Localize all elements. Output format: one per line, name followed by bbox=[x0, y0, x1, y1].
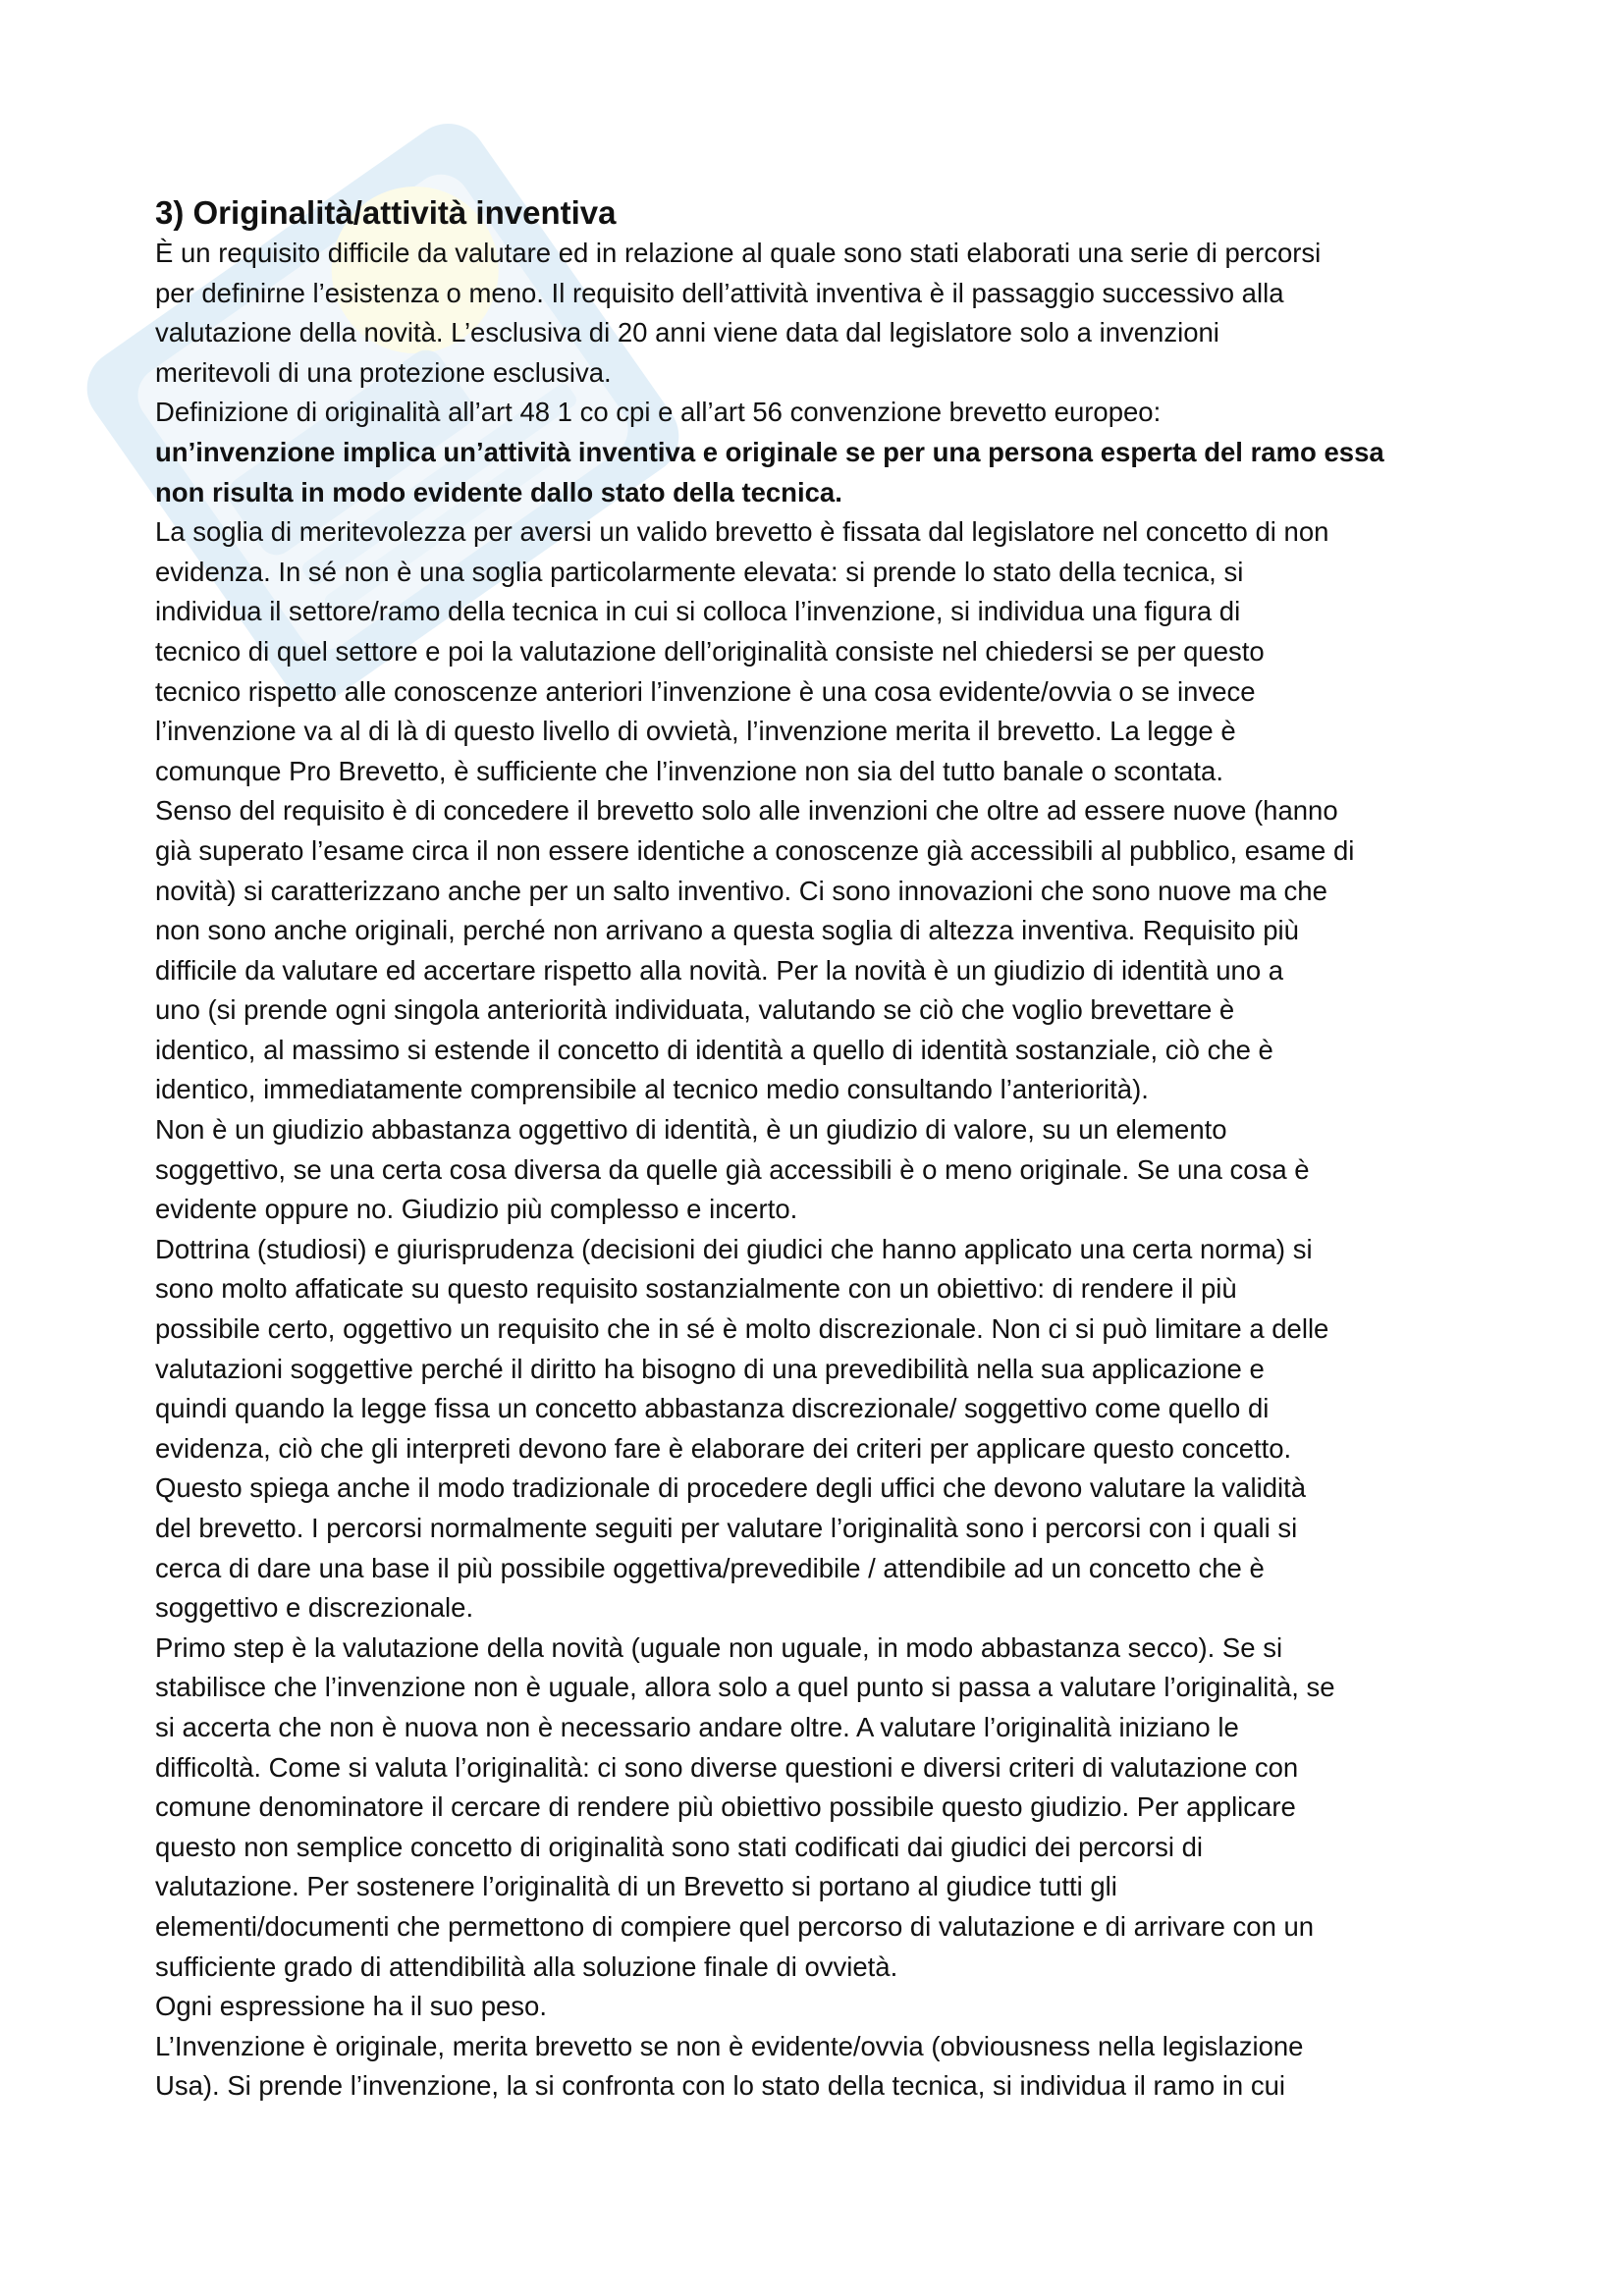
text-line: stabilisce che l’invenzione non è uguale, allora solo a quel punto si passa a valutare l’originalità, se bbox=[155, 1672, 1335, 1703]
text-line: Usa). Si prende l’invenzione, la si confronta con lo stato della tecnica, si individua il ramo in cui bbox=[155, 2070, 1286, 2102]
definition-bold-line: non risulta in modo evidente dallo stato della tecnica. bbox=[155, 476, 842, 507]
text-line: quindi quando la legge fissa un concetto abbastanza discrezionale/ soggettivo come quello di bbox=[155, 1393, 1270, 1424]
text-line: evidente oppure no. Giudizio più complesso e incerto. bbox=[155, 1194, 798, 1225]
text-line: valutazioni soggettive perché il diritto ha bisogno di una prevedibilità nella sua applicazione e bbox=[155, 1353, 1265, 1384]
body-text bbox=[155, 234, 1471, 2107]
text-line: Primo step è la valutazione della novità (uguale non uguale, in modo abbastanza secco). Se si bbox=[155, 1631, 1283, 1663]
text-line: Ogni espressione ha il suo peso. bbox=[155, 1991, 547, 2022]
text-line: individua il settore/ramo della tecnica in cui si colloca l’invenzione, si individua una figura di bbox=[155, 596, 1241, 627]
text-line: l’invenzione va al di là di questo livello di ovvietà, l’invenzione merita il brevetto. La legge è bbox=[155, 716, 1236, 747]
text-line: sufficiente grado di attendibilità alla soluzione finale di ovvietà. bbox=[155, 1950, 898, 1982]
text-line: questo non semplice concetto di originalità sono stati codificati dai giudici dei percorsi di bbox=[155, 1831, 1203, 1862]
text-line: Dottrina (studiosi) e giurisprudenza (decisioni dei giudici che hanno applicato una certa norma) si bbox=[155, 1233, 1313, 1264]
text-line: valutazione. Per sostenere l’originalità di un Brevetto si portano al giudice tutti gli bbox=[155, 1871, 1117, 1902]
text-line: già superato l’esame circa il non essere identiche a conoscenze già accessibili al pubblico, esame di bbox=[155, 834, 1355, 866]
text-line: per definirne l’esistenza o meno. Il requisito dell’attività inventiva è il passaggio successivo alla bbox=[155, 277, 1284, 308]
text-line: elementi/documenti che permettono di compiere quel percorso di valutazione e di arrivare con un bbox=[155, 1910, 1315, 1942]
text-line: tecnico rispetto alle conoscenze anteriori l’invenzione è una cosa evidente/ovvia o se invece bbox=[155, 675, 1256, 707]
text-line: sono molto affaticate su questo requisito sostanzialmente con un obiettivo: di rendere il più bbox=[155, 1273, 1237, 1305]
text-line: Senso del requisito è di concedere il brevetto solo alle invenzioni che oltre ad essere nuove (hanno bbox=[155, 795, 1338, 827]
text-line: difficile da valutare ed accertare rispetto alla novità. Per la novità è un giudizio di identità uno a bbox=[155, 954, 1284, 986]
text-line: valutazione della novità. L’esclusiva di 20 anni viene data dal legislatore solo a invenzioni bbox=[155, 317, 1219, 348]
text-line: evidenza. In sé non è una soglia particolarmente elevata: si prende lo stato della tecnica, si bbox=[155, 556, 1244, 587]
text-line: non sono anche originali, perché non arrivano a questa soglia di altezza inventiva. Requisito più bbox=[155, 915, 1299, 946]
text-line: È un requisito difficile da valutare ed in relazione al quale sono stati elaborati una serie di percorsi bbox=[155, 238, 1322, 268]
text-line: soggettivo, se una certa cosa diversa da quelle già accessibili è o meno originale. Se una cosa è bbox=[155, 1153, 1310, 1185]
text-line: identico, immediatamente comprensibile al tecnico medio consultando l’anteriorità). bbox=[155, 1074, 1149, 1105]
text-line: evidenza, ciò che gli interpreti devono fare è elaborare dei criteri per applicare questo concetto. bbox=[155, 1432, 1292, 1464]
text-line: Questo spiega anche il modo tradizionale di procedere degli uffici che devono valutare la validità bbox=[155, 1472, 1307, 1504]
text-line: Non è un giudizio abbastanza oggettivo di identità, è un giudizio di valore, su un elemento bbox=[155, 1114, 1227, 1146]
text-line: del brevetto. I percorsi normalmente seguiti per valutare l’originalità sono i percorsi con i quali si bbox=[155, 1513, 1298, 1543]
text-line: possibile certo, oggettivo un requisito che in sé è molto discrezionale. Non ci si può limitare a delle bbox=[155, 1313, 1329, 1345]
text-line: si accerta che non è nuova non è necessario andare oltre. A valutare l’originalità iniziano le bbox=[155, 1711, 1239, 1742]
definition-bold-line: un’invenzione implica un’attività inventiva e originale se per una persona esperta del ramo essa bbox=[155, 436, 1384, 467]
text-line: soggettivo e discrezionale. bbox=[155, 1592, 474, 1624]
section-heading: 3) Originalità/attività inventiva bbox=[155, 194, 617, 231]
text-line: meritevoli di una protezione esclusiva. bbox=[155, 356, 612, 388]
text-line: L’Invenzione è originale, merita brevetto se non è evidente/ovvia (obviousness nella legislazione bbox=[155, 2030, 1304, 2061]
text-line: comune denominatore il cercare di rendere più obiettivo possibile questo giudizio. Per applicare bbox=[155, 1791, 1296, 1823]
text-line: comunque Pro Brevetto, è sufficiente che l’invenzione non sia del tutto banale o scontata. bbox=[155, 755, 1223, 786]
text-line: cerca di dare una base il più possibile oggettiva/prevedibile / attendibile ad un concetto che è bbox=[155, 1552, 1265, 1583]
text-line: difficoltà. Come si valuta l’originalità: ci sono diverse questioni e diversi criteri di valutazione con bbox=[155, 1751, 1299, 1783]
text-line: La soglia di meritevolezza per aversi un valido brevetto è fissata dal legislatore nel concetto di non bbox=[155, 516, 1329, 548]
document-page bbox=[155, 192, 1471, 2107]
text-line: tecnico di quel settore e poi la valutazione dell’originalità consiste nel chiedersi se per questo bbox=[155, 635, 1265, 667]
text-line: novità) si caratterizzano anche per un salto inventivo. Ci sono innovazioni che sono nuove ma che bbox=[155, 875, 1327, 906]
text-line: uno (si prende ogni singola anteriorità individuata, valutando se ciò che voglio brevettare è bbox=[155, 994, 1235, 1026]
text-line: Definizione di originalità all’art 48 1 co cpi e all’art 56 convenzione brevetto europeo: bbox=[155, 397, 1162, 428]
text-line: identico, al massimo si estende il concetto di identità a quello di identità sostanziale, ciò che è bbox=[155, 1034, 1273, 1065]
